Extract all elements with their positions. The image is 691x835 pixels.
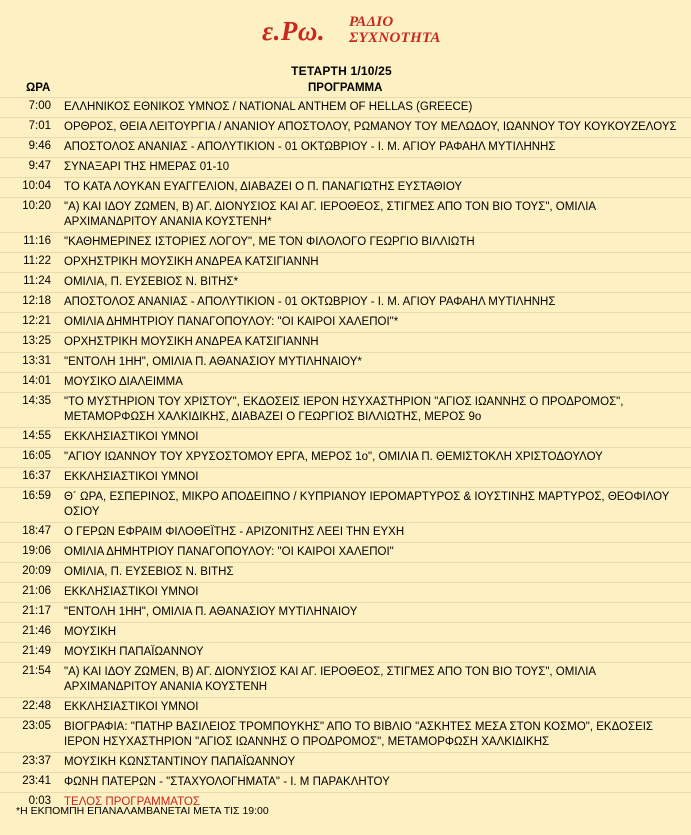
row-time: 14:55: [22, 430, 51, 442]
schedule-row: [0, 718, 691, 753]
row-time: 12:21: [22, 315, 51, 327]
row-program: ΟΜΙΛΙΑ, Π. ΕΥΣΕΒΙΟΣ Ν. ΒΙΤΗΣ: [64, 566, 234, 578]
schedule-row: [0, 138, 691, 158]
schedule-row: [0, 523, 691, 543]
row-time: 11:24: [23, 275, 51, 287]
row-time: 23:37: [22, 755, 51, 767]
row-program: ΜΟΥΣΙΚΟ ΔΙΑΛΕΙΜΜΑ: [64, 376, 183, 388]
row-time: 9:47: [28, 160, 51, 172]
schedule-row: [0, 313, 691, 333]
row-program: ΤΕΛΟΣ ΠΡΟΓΡΑΜΜΑΤΟΣ: [64, 796, 200, 808]
row-program: ΕΛΛΗΝΙΚΟΣ ΕΘΝΙΚΟΣ ΥΜΝΟΣ / NATIONAL ANTHEM OF HELLAS (GREECE): [64, 101, 473, 113]
schedule-date: ΤΕΤΑΡΤΗ 1/10/25: [291, 64, 392, 78]
logo-station-name: [349, 14, 441, 46]
logo-mark: ε.Ρω.: [262, 16, 326, 46]
schedule-row: [0, 753, 691, 773]
column-time-header: ΩΡΑ: [26, 82, 51, 94]
row-program: ΟΡΘΡΟΣ, ΘΕΙΑ ΛΕΙΤΟΥΡΓΙΑ / ΑΝΑΝΙΟΥ ΑΠΟΣΤΟΛΟΥ, ΡΩΜΑΝΟΥ ΤΟΥ ΜΕΛΩΔΟΥ, ΙΩΑΝΝΟΥ ΤΟΥ ΚΟΥΚΟΥΖΕΛΟΥΣ: [64, 121, 677, 133]
schedule-row: [0, 773, 691, 793]
row-time: 11:16: [23, 235, 51, 247]
row-time: 12:18: [22, 295, 51, 307]
row-time: 16:37: [22, 470, 51, 482]
row-time: 19:06: [22, 545, 51, 557]
schedule-row: [0, 118, 691, 138]
row-time: 23:05: [22, 720, 51, 732]
row-program: "Α) ΚΑΙ ΙΔΟΥ ΖΩΜΕΝ, Β) ΑΓ. ΔΙΟΝΥΣΙΟΣ ΚΑΙ ΑΓ. ΙΕΡΟΘΕΟΣ, ΣΤΙΓΜΕΣ ΑΠΟ ΤΟΝ ΒΙΟ ΤΟΥΣ", ΟΜΙΛΙΑ ΑΡΧΙΜΑΝΔΡΙΤΟΥ ΑΝΑΝΙΑ ΚΟΥΣΤΕΝΗ: [64, 666, 596, 693]
schedule-row: [0, 543, 691, 563]
row-program: ΟΡΧΗΣΤΡΙΚΗ ΜΟΥΣΙΚΗ ΑΝΔΡΕΑ ΚΑΤΣΙΓΙΑΝΝΗ: [64, 256, 319, 268]
row-time: 21:46: [22, 625, 51, 637]
schedule-row: [0, 333, 691, 353]
schedule-row: [0, 663, 691, 698]
logo-line-1: ΡΑΔΙΟ: [349, 14, 394, 30]
row-program: ΜΟΥΣΙΚΗ ΚΩΝΣΤΑΝΤΙΝΟΥ ΠΑΠΑΪΩΑΝΝΟΥ: [64, 756, 296, 768]
row-program: ΜΟΥΣΙΚΗ: [64, 626, 117, 638]
row-time: 14:35: [22, 395, 51, 407]
row-program: ΕΚΚΛΗΣΙΑΣΤΙΚΟΙ ΥΜΝΟΙ: [64, 586, 199, 598]
schedule-row: [0, 563, 691, 583]
schedule-row: [0, 428, 691, 448]
row-time: 16:59: [22, 490, 51, 502]
row-program: "ΕΝΤΟΛΗ 1ΗΗ", ΟΜΙΛΙΑ Π. ΑΘΑΝΑΣΙΟΥ ΜΥΤΙΛΗΝΑΙΟΥ: [64, 606, 358, 618]
schedule-rows: [0, 98, 691, 812]
row-time: 7:00: [28, 100, 51, 112]
row-time: 13:25: [22, 335, 51, 347]
row-program: "ΑΓΙΟΥ ΙΩΑΝΝΟΥ ΤΟΥ ΧΡΥΣΟΣΤΟΜΟΥ ΕΡΓΑ, ΜΕΡΟΣ 1ο", ΟΜΙΛΙΑ Π. ΘΕΜΙΣΤΟΚΛΗ ΧΡΙΣΤΟΔΟΥΛΟΥ: [64, 451, 603, 463]
row-program: Θ´ ΩΡΑ, ΕΣΠΕΡΙΝΟΣ, ΜΙΚΡΟ ΑΠΟΔΕΙΠΝΟ / ΚΥΠΡΙΑΝΟΥ ΙΕΡΟΜΑΡΤΥΡΟΣ & ΙΟΥΣΤΙΝΗΣ ΜΑΡΤΥΡΟΣ, ΘΕΟΦΙΛΟΥ ΟΣΙΟΥ: [64, 491, 670, 518]
row-time: 10:20: [22, 200, 51, 212]
schedule-row: [0, 488, 691, 523]
row-time: 22:48: [22, 700, 51, 712]
row-program: ΟΜΙΛΙΑ ΔΗΜΗΤΡΙΟΥ ΠΑΝΑΓΟΠΟΥΛΟΥ: "ΟΙ ΚΑΙΡΟΙ ΧΑΛΕΠΟΙ": [64, 546, 394, 558]
footnote: *Η ΕΚΠΟΜΠΗ ΕΠΑΝΑΛΑΜΒΑΝΕΤΑΙ ΜΕΤΑ ΤΙΣ 19:00: [16, 805, 269, 817]
row-time: 21:49: [22, 645, 51, 657]
row-time: 10:04: [22, 180, 51, 192]
row-program: Ο ΓΕΡΩΝ ΕΦΡΑΙΜ ΦΙΛΟΘΕΪΤΗΣ - ΑΡΙΖΟΝΙΤΗΣ ΛΕΕΙ ΤΗΝ ΕΥΧΗ: [64, 526, 405, 538]
row-program: ΕΚΚΛΗΣΙΑΣΤΙΚΟΙ ΥΜΝΟΙ: [64, 471, 199, 483]
row-time: 20:09: [22, 565, 51, 577]
schedule-row: [0, 643, 691, 663]
row-time: 9:46: [28, 140, 51, 152]
schedule-row: [0, 603, 691, 623]
row-time: 7:01: [28, 120, 51, 132]
row-time: 13:31: [22, 355, 51, 367]
logo-line-2: ΣΥΧΝΟΤΗΤΑ: [349, 30, 441, 46]
schedule-row: [0, 373, 691, 393]
row-program: "Α) ΚΑΙ ΙΔΟΥ ΖΩΜΕΝ, Β) ΑΓ. ΔΙΟΝΥΣΙΟΣ ΚΑΙ ΑΓ. ΙΕΡΟΘΕΟΣ, ΣΤΙΓΜΕΣ ΑΠΟ ΤΟΝ ΒΙΟ ΤΟΥΣ", ΟΜΙΛΙΑ ΑΡΧΙΜΑΝΔΡΙΤΟΥ ΑΝΑΝΙΑ ΚΟΥΣΤΕΝΗ*: [64, 201, 596, 228]
row-program: ΑΠΟΣΤΟΛΟΣ ΑΝΑΝΙΑΣ - ΑΠΟΛΥΤΙΚΙΟΝ - 01 ΟΚΤΩΒΡΙΟΥ - Ι. Μ. ΑΓΙΟΥ ΡΑΦΑΗΛ ΜΥΤΙΛΗΝΗΣ: [64, 296, 556, 308]
schedule-row: [0, 468, 691, 488]
row-program: ΣΥΝΑΞΑΡΙ ΤΗΣ ΗΜΕΡΑΣ 01-10: [64, 161, 230, 173]
row-program: ΤΟ ΚΑΤΑ ΛΟΥΚΑΝ ΕΥΑΓΓΕΛΙΟΝ, ΔΙΑΒΑΖΕΙ Ο Π. ΠΑΝΑΓΙΩΤΗΣ ΕΥΣΤΑΘΙΟΥ: [64, 181, 463, 193]
row-time: 21:06: [22, 585, 51, 597]
schedule-row: [0, 233, 691, 253]
schedule-row: [0, 293, 691, 313]
row-program: ΦΩΝΗ ΠΑΤΕΡΩΝ - "ΣΤΑΧΥΟΛΟΓΗΜΑΤΑ" - Ι. Μ ΠΑΡΑΚΛΗΤΟΥ: [64, 776, 390, 788]
row-program: ΟΜΙΛΙΑ ΔΗΜΗΤΡΙΟΥ ΠΑΝΑΓΟΠΟΥΛΟΥ: "ΟΙ ΚΑΙΡΟΙ ΧΑΛΕΠΟΙ"*: [64, 316, 399, 328]
schedule-row: [0, 98, 691, 118]
row-program: ΑΠΟΣΤΟΛΟΣ ΑΝΑΝΙΑΣ - ΑΠΟΛΥΤΙΚΙΟΝ - 01 ΟΚΤΩΒΡΙΟΥ - Ι. Μ. ΑΓΙΟΥ ΡΑΦΑΗΛ ΜΥΤΙΛΗΝΗΣ: [64, 141, 556, 153]
schedule-row: [0, 158, 691, 178]
row-time: 0:03: [28, 795, 51, 807]
row-program: ΒΙΟΓΡΑΦΙΑ: "ΠΑΤΗΡ ΒΑΣΙΛΕΙΟΣ ΤΡΟΜΠΟΥΚΗΣ" ΑΠΟ ΤΟ ΒΙΒΛΙΟ "ΑΣΚΗΤΕΣ ΜΕΣΑ ΣΤΟΝ ΚΟΣΜΟ", ΕΚΔΟΣΕΙΣ ΙΕΡΟΝ ΗΣΥΧΑΣΤΗΡΙΟΝ "ΑΓΙΟΣ ΙΩΑΝΝΗΣ Ο ΠΡΟΔΡΟΜΟΣ", ΜΕΤΑΜΟΡΦΩΣΗ ΧΑΛΚΙΔΙΚΗΣ: [64, 721, 654, 748]
row-program: "ΤΟ ΜΥΣΤΗΡΙΟΝ ΤΟΥ ΧΡΙΣΤΟΥ", ΕΚΔΟΣΕΙΣ ΙΕΡΟΝ ΗΣΥΧΑΣΤΗΡΙΟΝ "ΑΓΙΟΣ ΙΩΑΝΝΗΣ Ο ΠΡΟΔΡΟΜΟΣ", ΜΕΤΑΜΟΡΦΩΣΗ ΧΑΛΚΙΔΙΚΗΣ, ΔΙΑΒΑΖΕΙ Ο ΓΕΩΡΓΙΟΣ ΒΙΛΛΙΩΤΗΣ, ΜΕΡΟΣ 9ο: [64, 396, 624, 423]
row-time: 18:47: [22, 525, 51, 537]
schedule-row: [0, 353, 691, 373]
row-program: "ΚΑΘΗΜΕΡΙΝΕΣ ΙΣΤΟΡΙΕΣ ΛΟΓΟΥ", ΜΕ ΤΟΝ ΦΙΛΟΛΟΓΟ ΓΕΩΡΓΙΟ ΒΙΛΛΙΩΤΗ: [64, 236, 475, 248]
schedule-row: [0, 393, 691, 428]
schedule-row: [0, 448, 691, 468]
row-time: 21:54: [22, 665, 51, 677]
row-program: ΕΚΚΛΗΣΙΑΣΤΙΚΟΙ ΥΜΝΟΙ: [64, 701, 199, 713]
row-program: ΕΚΚΛΗΣΙΑΣΤΙΚΟΙ ΥΜΝΟΙ: [64, 431, 199, 443]
row-time: 16:05: [22, 450, 51, 462]
schedule-row: [0, 698, 691, 718]
schedule-table: [0, 80, 691, 812]
row-program: ΜΟΥΣΙΚΗ ΠΑΠΑΪΩΑΝΝΟΥ: [64, 646, 204, 658]
station-logo: [0, 14, 691, 58]
row-time: 11:22: [23, 255, 51, 267]
schedule-row: [0, 198, 691, 233]
column-program-header: ΠΡΟΓΡΑΜΜΑ: [308, 82, 383, 94]
row-time: 14:01: [22, 375, 51, 387]
row-time: 23:41: [22, 775, 51, 787]
row-program: ΟΡΧΗΣΤΡΙΚΗ ΜΟΥΣΙΚΗ ΑΝΔΡΕΑ ΚΑΤΣΙΓΙΑΝΝΗ: [64, 336, 319, 348]
schedule-header: [0, 80, 691, 98]
schedule-row: [0, 178, 691, 198]
schedule-row: [0, 623, 691, 643]
row-program: ΟΜΙΛΙΑ, Π. ΕΥΣΕΒΙΟΣ Ν. ΒΙΤΗΣ*: [64, 276, 239, 288]
schedule-row: [0, 273, 691, 293]
schedule-row: [0, 583, 691, 603]
row-time: 21:17: [22, 605, 51, 617]
schedule-row: [0, 253, 691, 273]
row-program: "ΕΝΤΟΛΗ 1ΗΗ", ΟΜΙΛΙΑ Π. ΑΘΑΝΑΣΙΟΥ ΜΥΤΙΛΗΝΑΙΟΥ*: [64, 356, 362, 368]
